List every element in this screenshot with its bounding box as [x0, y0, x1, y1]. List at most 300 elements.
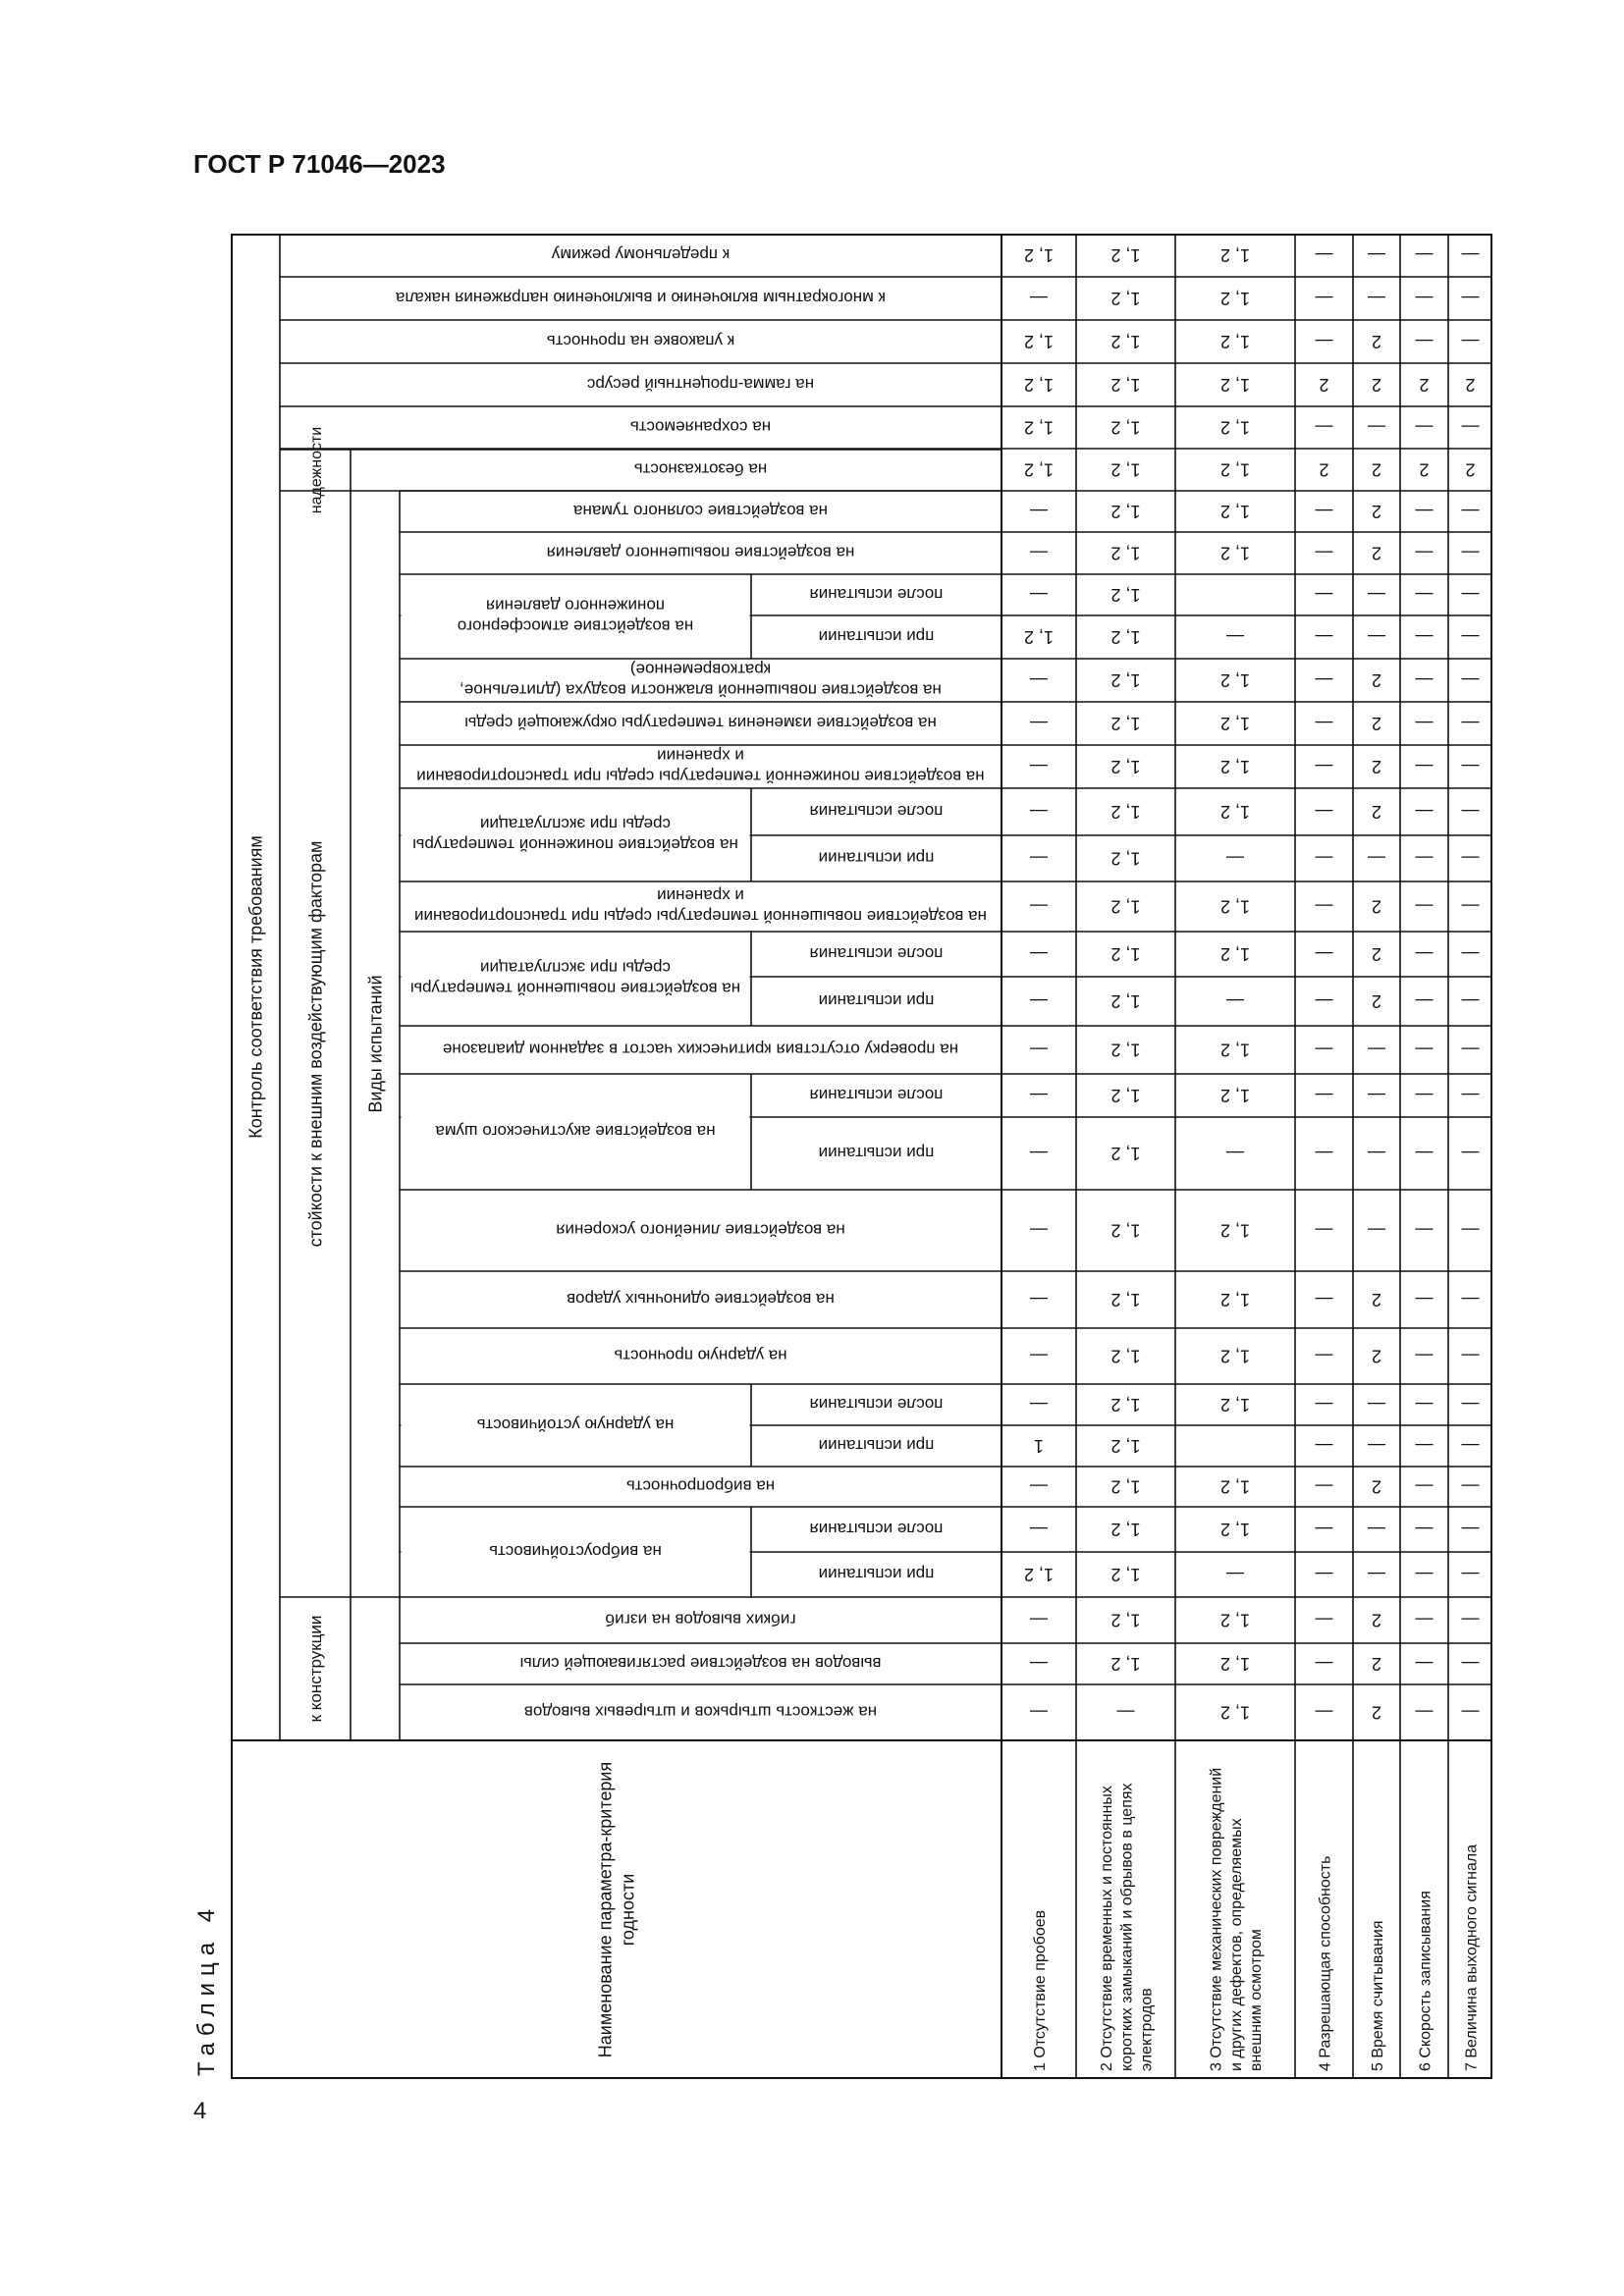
test-sub-5	[810, 1520, 944, 1538]
cell-value	[1226, 991, 1244, 1011]
cell-value	[1110, 1654, 1140, 1674]
cell-value	[1220, 670, 1250, 690]
cell-value	[1462, 1041, 1480, 1060]
cell-value-text: —	[1030, 1520, 1048, 1539]
test-name-14-line: на проверку отсутствия критических частот в заданном диапазоне	[442, 1040, 959, 1059]
test-name-31-line: к многократным включению и выключению напряжения накала	[395, 289, 887, 308]
cell-value-text: 1, 2	[1110, 1520, 1141, 1539]
cell-value	[1462, 1436, 1480, 1456]
cell-value-text: —	[1368, 1565, 1385, 1584]
cell-value	[1226, 627, 1244, 647]
cell-value	[1316, 332, 1333, 351]
cell-value	[1030, 502, 1048, 521]
cell-value-text: —	[1415, 757, 1434, 776]
cell-value-text: —	[1415, 245, 1434, 265]
cell-value-text: —	[1415, 1290, 1434, 1309]
criterion-3	[1208, 1768, 1265, 2071]
cell-value	[1110, 991, 1140, 1011]
cell-value	[1220, 802, 1250, 822]
cell-value-text: 1, 2	[1219, 1520, 1251, 1539]
test-sub-8	[810, 1395, 944, 1414]
cell-value-text: —	[1415, 1346, 1434, 1366]
cell-value-text: 1, 2	[1110, 802, 1141, 822]
cell-value-text: 2	[1371, 1610, 1382, 1630]
cell-value-text: —	[1315, 1346, 1333, 1366]
cell-value-text: 1, 2	[1219, 1654, 1251, 1674]
cell-value-text: —	[1461, 1144, 1480, 1163]
cell-value	[1416, 1221, 1434, 1241]
cell-value	[1024, 375, 1054, 395]
cell-value	[1372, 714, 1381, 733]
cell-value-text: —	[1226, 848, 1244, 869]
cell-value	[1110, 1520, 1140, 1539]
test-name-27	[634, 460, 768, 479]
cell-value-text: —	[1415, 670, 1434, 690]
cell-value	[1316, 1436, 1333, 1456]
cell-value	[1368, 1436, 1385, 1456]
table-caption: Таблица 4	[193, 1901, 220, 2076]
test-name-2-line: выводов на воздействие растягивающей силы	[519, 1654, 882, 1674]
cell-value	[1462, 502, 1480, 521]
cell-value-text: —	[1030, 670, 1048, 690]
cell-value-text: —	[1315, 1565, 1333, 1584]
cell-value-text: —	[1030, 502, 1048, 521]
cell-value-text: —	[1415, 1654, 1434, 1674]
cell-value-text: —	[1116, 1702, 1135, 1723]
cell-value-text: 2	[1371, 543, 1382, 563]
cell-value	[1416, 1086, 1434, 1105]
cell-value-text: —	[1415, 1395, 1434, 1415]
cell-value-text: 1, 2	[1110, 1476, 1141, 1497]
cell-value	[1462, 1086, 1480, 1105]
test-sub-24	[810, 585, 944, 604]
cell-value-text: —	[1461, 543, 1480, 563]
cell-value-text: —	[1461, 502, 1480, 521]
test-name-4	[489, 1542, 662, 1561]
cell-value-text: 1, 2	[1023, 627, 1055, 647]
cell-value	[1368, 1221, 1385, 1241]
test-name-3	[605, 1611, 795, 1629]
cell-value	[1372, 502, 1381, 521]
cell-value-text: 1, 2	[1023, 1565, 1055, 1584]
test-name-1-line: на жесткость штырьков и штыревых выводов	[523, 1702, 878, 1722]
cell-value-text: 1, 2	[1110, 848, 1141, 869]
cell-value-text: —	[1030, 1702, 1048, 1723]
cell-value-text: —	[1315, 1395, 1333, 1415]
cell-value	[1024, 418, 1054, 438]
cell-value-text: —	[1315, 1290, 1333, 1309]
cell-value-text: —	[1030, 289, 1048, 308]
test-name-23-line: на воздействие атмосферного	[457, 616, 694, 636]
test-name-14	[443, 1041, 958, 1059]
test-name-9	[614, 1347, 786, 1365]
cell-value	[1462, 944, 1480, 964]
cell-value-text: —	[1461, 757, 1480, 776]
cell-value	[1110, 714, 1140, 733]
cell-value-text: —	[1315, 1654, 1333, 1674]
cell-value-text: —	[1461, 1436, 1480, 1456]
cell-value	[1416, 991, 1434, 1011]
cell-value-text: 2	[1371, 802, 1382, 822]
cell-value	[1220, 1395, 1250, 1415]
cell-value	[1030, 1347, 1048, 1366]
cell-value	[1372, 1290, 1381, 1309]
cell-value	[1372, 944, 1381, 964]
test-name-7	[476, 1415, 674, 1434]
cell-value-text: —	[1461, 1290, 1480, 1309]
test-name-20	[416, 746, 984, 785]
cell-value	[1462, 1703, 1480, 1723]
corner-header-line: Наименование параметра-критерия	[595, 1761, 616, 2058]
test-name-15	[410, 958, 740, 997]
cell-value-text: —	[1368, 417, 1385, 438]
test-name-2	[520, 1654, 882, 1673]
cell-value	[1416, 1436, 1434, 1456]
cell-value	[1110, 944, 1140, 964]
cell-value-text: —	[1415, 332, 1434, 351]
cell-value	[1316, 757, 1333, 776]
cell-value-text: —	[1315, 714, 1333, 733]
cell-value-text: —	[1226, 1144, 1244, 1163]
cell-value	[1372, 544, 1381, 563]
cell-value	[1416, 502, 1434, 521]
cell-value-text: 1, 2	[1023, 375, 1055, 395]
cell-value	[1462, 245, 1480, 265]
test-name-26-line: на воздействие соляного тумана	[573, 502, 828, 521]
cell-value	[1416, 1611, 1434, 1630]
cell-value-text: 1, 2	[1110, 585, 1141, 605]
cell-value	[1462, 1565, 1480, 1584]
test-name-21-line: на воздействие изменения температуры окружающей среды	[464, 714, 937, 733]
cell-value	[1416, 1290, 1434, 1309]
cell-value-text: 1, 2	[1110, 1220, 1141, 1241]
cell-value-text: —	[1461, 1520, 1480, 1539]
cell-value	[1030, 802, 1048, 822]
cell-value-text: —	[1315, 757, 1333, 776]
cell-value-text: —	[1030, 1346, 1048, 1366]
cell-value	[1368, 1144, 1385, 1163]
test-name-28-line: на сохраняемость	[629, 417, 772, 437]
cell-value-text: —	[1368, 585, 1385, 605]
cell-value-text: —	[1415, 543, 1434, 563]
cell-value-text: —	[1415, 1610, 1434, 1630]
criterion-5-line: 5 Время считывания	[1369, 1920, 1386, 2071]
cell-value-text: 2	[1371, 1702, 1382, 1723]
test-name-32	[551, 245, 730, 264]
cell-value	[1372, 1654, 1381, 1674]
cell-value	[1316, 991, 1333, 1011]
cell-value-text: 2	[1371, 375, 1382, 395]
criterion-4	[1317, 1856, 1333, 2071]
criterion-7-line: 7 Величина выходного сигнала	[1463, 1843, 1481, 2071]
cell-value-text: —	[1030, 802, 1048, 822]
cell-value	[1316, 1144, 1333, 1163]
cell-value	[1416, 802, 1434, 822]
cell-value-text: —	[1415, 417, 1434, 438]
cell-value-text: 2	[1319, 375, 1329, 395]
cell-value	[1220, 1520, 1250, 1539]
criterion-2-line: коротких замыканий и обрывов в цепях	[1118, 1783, 1136, 2071]
cell-value-text: —	[1415, 1702, 1434, 1723]
cell-value-text: —	[1226, 1565, 1244, 1584]
cell-value-text: 1, 2	[1110, 1395, 1141, 1415]
cell-value	[1024, 1565, 1054, 1584]
cell-value	[1416, 418, 1434, 438]
cell-value-text: 1, 2	[1219, 944, 1251, 964]
cell-value	[1030, 1395, 1048, 1415]
cell-value-text: —	[1315, 848, 1333, 869]
cell-value	[1372, 1703, 1381, 1723]
cell-value	[1372, 1477, 1381, 1497]
cell-value	[1462, 714, 1480, 733]
cell-value-text: —	[1368, 289, 1385, 308]
cell-value	[1030, 1703, 1048, 1723]
test-sub-23-line: при испытании	[818, 627, 935, 647]
page-number: 4	[193, 2098, 207, 2124]
test-name-17-line: на воздействие повышенной температуры среды при транспортировании	[414, 907, 987, 927]
cell-value-text: 1, 2	[1219, 1040, 1251, 1060]
cell-value	[1110, 757, 1140, 776]
test-sub-15-line: при испытании	[818, 991, 935, 1011]
cell-value	[1220, 375, 1250, 395]
cell-value	[1110, 585, 1140, 605]
cell-value	[1368, 1086, 1385, 1105]
cell-value-text: 2	[1371, 991, 1382, 1011]
cell-value-text: 1, 2	[1219, 375, 1251, 395]
test-name-26	[572, 502, 828, 520]
cell-value	[1368, 1395, 1385, 1415]
test-name-18-line: на воздействие пониженной температуры	[412, 835, 738, 855]
cell-value	[1316, 1611, 1333, 1630]
test-sub-4-line: при испытании	[818, 1565, 935, 1584]
test-name-12	[435, 1122, 716, 1141]
cell-value	[1465, 460, 1475, 480]
cell-value	[1030, 1520, 1048, 1539]
cell-value	[1110, 1290, 1140, 1309]
test-name-10	[567, 1290, 835, 1308]
cell-value	[1110, 1436, 1140, 1456]
cell-value	[1220, 332, 1250, 351]
cell-value-text: 1, 2	[1110, 459, 1141, 480]
criterion-2	[1099, 1783, 1156, 2071]
cell-value	[1416, 1703, 1434, 1723]
cell-value-text: —	[1461, 848, 1480, 869]
cell-value-text: —	[1415, 848, 1434, 869]
cell-value-text: —	[1315, 289, 1333, 308]
cell-value-text: 2	[1371, 459, 1382, 480]
cell-value	[1416, 627, 1434, 647]
test-sub-19-line: после испытания	[809, 802, 944, 822]
cell-value	[1316, 1565, 1333, 1584]
corner-header-line: годности	[618, 1873, 638, 1947]
cell-value	[1368, 1565, 1385, 1584]
cell-value-text: —	[1368, 1436, 1385, 1456]
test-sub-15	[819, 991, 935, 1010]
cell-value	[1368, 849, 1385, 869]
cell-value	[1416, 849, 1434, 869]
cell-value-text: —	[1461, 714, 1480, 733]
section-external-line: стойкости к внешним воздействующим факторам	[305, 840, 326, 1248]
cell-value-text: 1, 2	[1110, 1610, 1141, 1630]
cell-value-text: —	[1315, 991, 1333, 1011]
cell-value-text: —	[1461, 944, 1480, 964]
cell-value	[1226, 1565, 1244, 1584]
cell-value	[1316, 544, 1333, 563]
test-sub-7-line: при испытании	[818, 1436, 935, 1456]
cell-value	[1226, 1144, 1244, 1163]
cell-value-text: —	[1415, 802, 1434, 822]
cell-value	[1368, 418, 1385, 438]
cell-value	[1416, 585, 1434, 605]
cell-value-text: 1, 2	[1110, 896, 1141, 917]
cell-value-text: 2	[1465, 375, 1476, 395]
cell-value-text: —	[1415, 1220, 1434, 1241]
cell-value-text: —	[1415, 1565, 1434, 1584]
cell-value	[1372, 1611, 1381, 1630]
cell-value	[1462, 1290, 1480, 1309]
cell-value	[1024, 245, 1054, 265]
cell-value-text: —	[1030, 714, 1048, 733]
group-title-line: Контроль соответствия требованиям	[245, 835, 266, 1139]
cell-value	[1316, 802, 1333, 822]
cell-value-text: 2	[1371, 944, 1382, 964]
cell-value	[1030, 714, 1048, 733]
cell-value-text: —	[1461, 417, 1480, 438]
cell-value-text: 1, 2	[1110, 1346, 1141, 1366]
cell-value	[1110, 289, 1140, 308]
cell-value-text: —	[1461, 245, 1480, 265]
test-name-9-line: на ударную прочность	[614, 1346, 787, 1365]
cell-value-text: —	[1461, 1346, 1480, 1366]
cell-value-text: —	[1030, 1654, 1048, 1674]
cell-value-text: 1, 2	[1219, 896, 1251, 917]
cell-value	[1462, 849, 1480, 869]
cell-value-text: —	[1461, 1565, 1480, 1584]
cell-value	[1220, 1477, 1250, 1497]
cell-value	[1220, 1041, 1250, 1060]
cell-value-text: —	[1315, 1476, 1333, 1497]
cell-value	[1368, 585, 1385, 605]
cell-value	[1030, 1611, 1048, 1630]
cell-value	[1462, 897, 1480, 917]
cell-value	[1030, 1221, 1048, 1241]
cell-value-text: —	[1368, 1144, 1385, 1163]
section-reliability-line: надежности	[307, 426, 325, 514]
cell-value	[1316, 1520, 1333, 1539]
cell-value	[1316, 1347, 1333, 1366]
test-name-29	[586, 375, 814, 394]
cell-value	[1368, 289, 1385, 308]
cell-value	[1220, 289, 1250, 308]
cell-value-text: 1, 2	[1219, 245, 1251, 265]
cell-value-text: 2	[1371, 1346, 1382, 1366]
cell-value	[1316, 502, 1333, 521]
cell-value-text: —	[1315, 417, 1333, 438]
cell-value	[1110, 1144, 1140, 1163]
test-name-15-line: на воздействие повышенной температуры	[409, 979, 741, 998]
criterion-2-line: 2 Отсутствие временных и постоянных	[1098, 1786, 1115, 2071]
cell-value-text: —	[1368, 1395, 1385, 1415]
cell-value	[1419, 375, 1429, 395]
test-sub-12	[819, 1144, 935, 1162]
test-name-17	[414, 886, 987, 926]
cell-value-text: —	[1368, 627, 1385, 647]
cell-value	[1220, 714, 1250, 733]
cell-value	[1462, 670, 1480, 690]
cell-value-text: 1, 2	[1110, 1144, 1141, 1163]
cell-value-text: 1, 2	[1110, 670, 1141, 690]
cell-value	[1030, 544, 1048, 563]
test-sub-19	[810, 802, 944, 821]
test-name-6	[626, 1477, 775, 1496]
cell-value-text: —	[1415, 991, 1434, 1011]
test-sub-8-line: после испытания	[809, 1395, 944, 1415]
cell-value-text: —	[1315, 502, 1333, 521]
test-sub-16	[810, 944, 944, 963]
cell-value	[1319, 460, 1328, 480]
cell-value-text: —	[1315, 1702, 1333, 1723]
cell-value	[1110, 332, 1140, 351]
cell-value-text: —	[1315, 670, 1333, 690]
cell-value-text: 2	[1371, 1290, 1382, 1309]
cell-value-text: —	[1030, 1290, 1048, 1309]
test-name-25-line: на воздействие повышенного давления	[546, 543, 855, 562]
cell-value-text: 1, 2	[1110, 944, 1141, 964]
test-name-6-line: на вибропрочность	[625, 1476, 776, 1496]
cell-value	[1462, 585, 1480, 605]
cell-value-text: 1, 2	[1023, 459, 1055, 480]
test-sub-13	[810, 1086, 944, 1104]
cell-value	[1316, 1086, 1333, 1105]
cell-value-text: —	[1030, 585, 1048, 605]
cell-value	[1220, 1611, 1250, 1630]
cell-value-text: —	[1461, 802, 1480, 822]
cell-value-text: —	[1415, 627, 1434, 647]
cell-value-text: —	[1030, 848, 1048, 869]
cell-value	[1030, 757, 1048, 776]
test-sub-24-line: после испытания	[809, 585, 944, 605]
cell-value-text: —	[1368, 245, 1385, 265]
cell-value-text: 1, 2	[1219, 543, 1251, 563]
cell-value	[1030, 1041, 1048, 1060]
cell-value	[1110, 245, 1140, 265]
cell-value-text: —	[1030, 944, 1048, 964]
cell-value-text: —	[1461, 1086, 1480, 1105]
cell-value-text: —	[1315, 245, 1333, 265]
cell-value-text: —	[1461, 991, 1480, 1011]
cell-value-text: 1, 2	[1110, 991, 1141, 1011]
cell-value-text: —	[1315, 1144, 1333, 1163]
cell-value-text: —	[1315, 1520, 1333, 1539]
cell-value-text: 1, 2	[1110, 1565, 1141, 1584]
test-name-27-line: на безотказность	[633, 459, 768, 479]
cell-value	[1220, 1347, 1250, 1366]
cell-value	[1220, 1654, 1250, 1674]
test-types-label	[365, 975, 385, 1112]
cell-value-text: —	[1461, 1610, 1480, 1630]
cell-value-text: 1, 2	[1219, 1290, 1251, 1309]
cell-value	[1462, 1520, 1480, 1539]
cell-value-text: —	[1415, 585, 1434, 605]
test-sub-13-line: после испытания	[809, 1086, 944, 1105]
cell-value-text: 1, 2	[1110, 1086, 1141, 1105]
cell-value-text: —	[1461, 627, 1480, 647]
cell-value-text: 2	[1371, 332, 1382, 351]
corner-header	[595, 1762, 637, 2057]
cell-value-text: 1, 2	[1110, 1654, 1141, 1674]
cell-value	[1030, 585, 1048, 605]
test-name-22-line: на воздействие повышенной влажности воздуха (длительное,	[460, 680, 942, 700]
